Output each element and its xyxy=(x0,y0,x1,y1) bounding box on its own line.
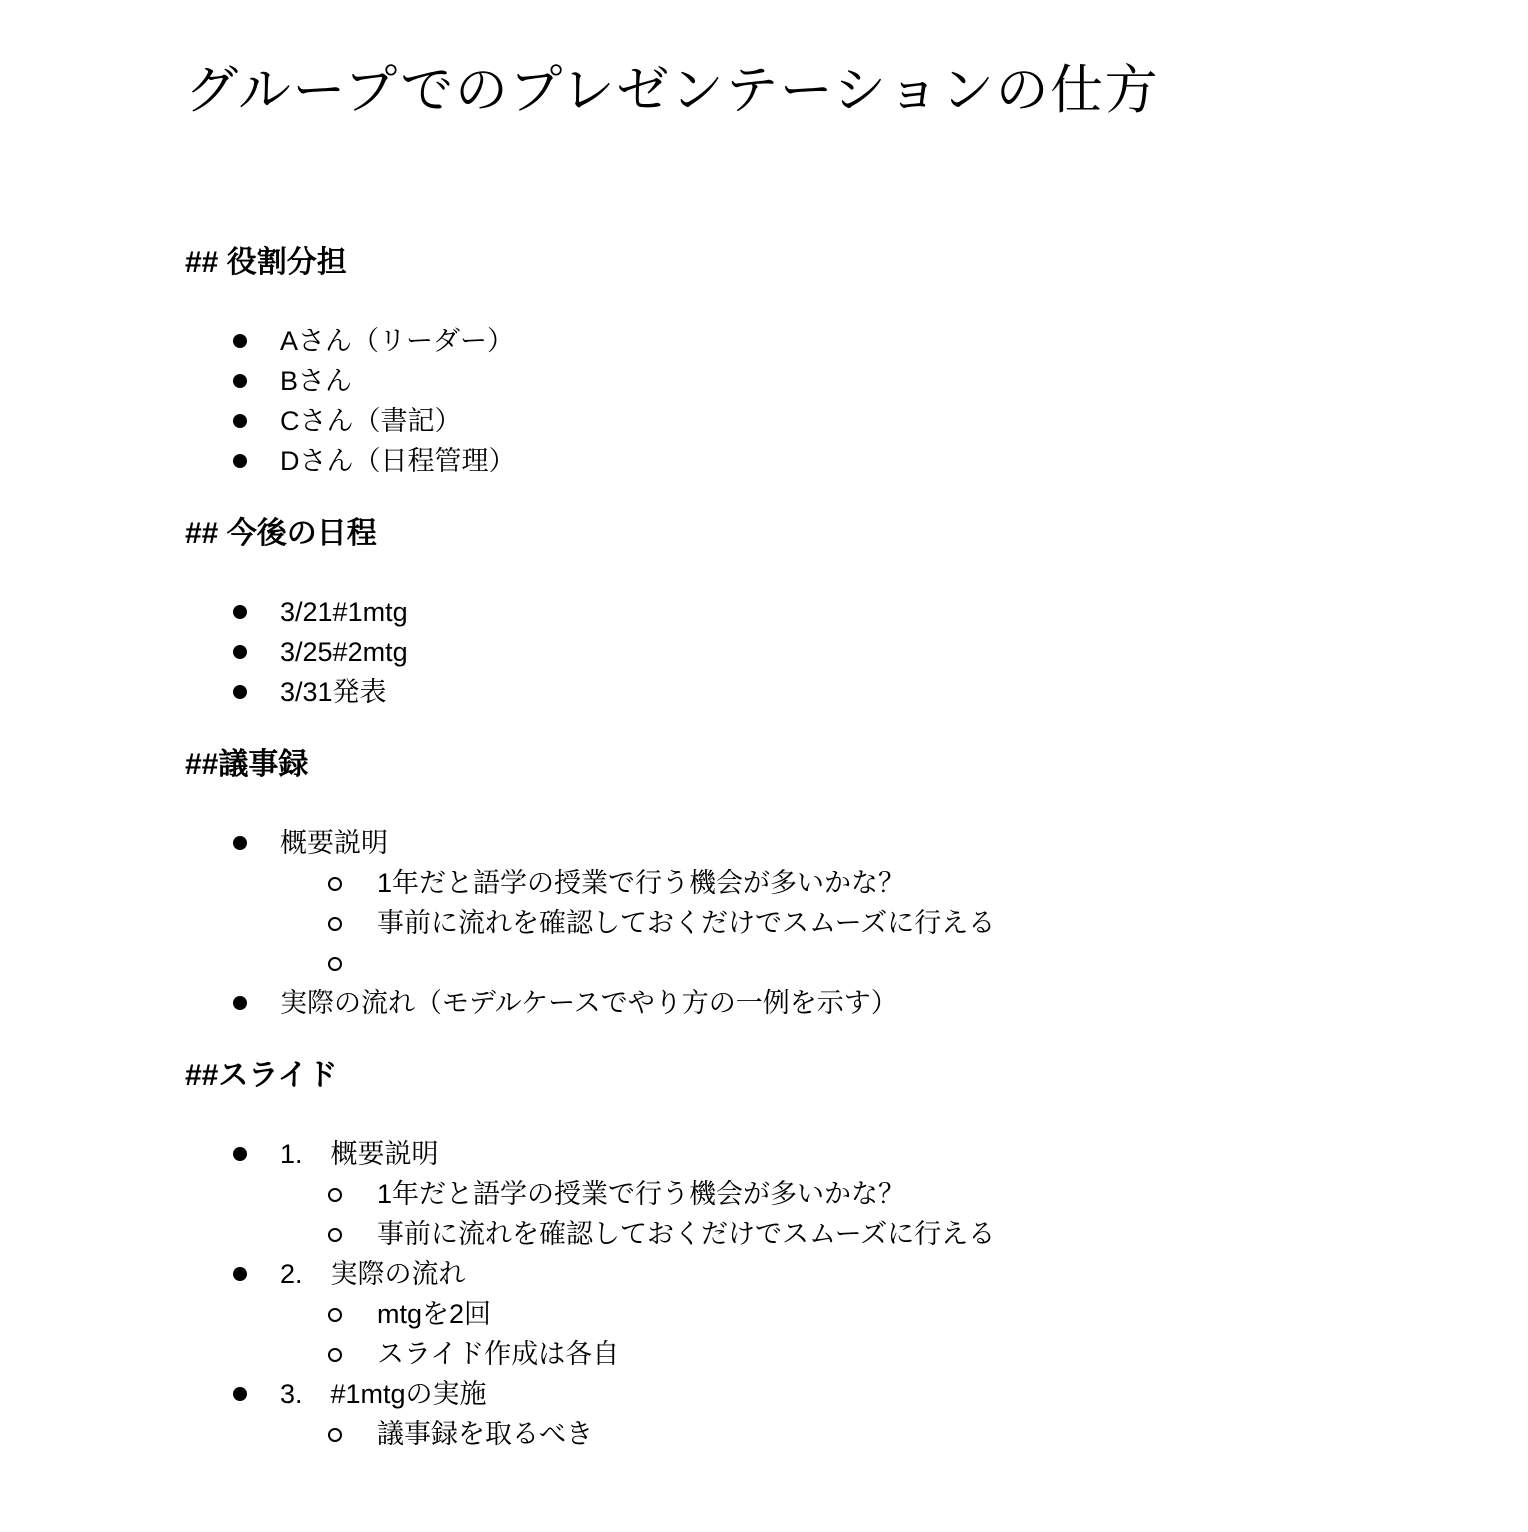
list-subitem xyxy=(185,1174,1468,1214)
list-subitem-empty xyxy=(185,943,1468,983)
circle-bullet-icon xyxy=(328,1228,342,1242)
list-subitem xyxy=(185,1214,1468,1254)
list-item xyxy=(185,1374,1468,1414)
disc-bullet-icon xyxy=(233,414,247,428)
disc-bullet-icon xyxy=(233,334,247,348)
disc-bullet-icon xyxy=(233,836,247,850)
list-item-text: 3/25#2mtg xyxy=(280,637,408,667)
list-item xyxy=(185,1254,1468,1294)
list-item-text: 3/21#1mtg xyxy=(280,597,408,627)
list-item xyxy=(185,321,1468,361)
list-item xyxy=(185,1134,1468,1174)
list-item-text: Bさん xyxy=(280,366,353,396)
list-item-text: 議事録を取るべき xyxy=(377,1419,593,1449)
list-item xyxy=(185,672,1468,712)
list-item-text: 実際の流れ（モデルケースでやり方の一例を示す） xyxy=(280,988,898,1018)
disc-bullet-icon xyxy=(233,454,247,468)
list-subitem xyxy=(185,1334,1468,1374)
disc-bullet-icon xyxy=(233,605,247,619)
minutes-list xyxy=(185,823,1468,1023)
section-heading-slides: ##スライド xyxy=(185,1059,338,1092)
disc-bullet-icon xyxy=(233,645,247,659)
disc-bullet-icon xyxy=(233,996,247,1010)
list-item-text: 1年だと語学の授業で行う機会が多いかな？ xyxy=(377,1179,906,1209)
circle-bullet-icon xyxy=(328,1308,342,1322)
list-item-text: Dさん（日程管理） xyxy=(280,446,516,476)
roles-list xyxy=(185,321,1468,481)
list-item-text: 概要説明 xyxy=(330,1139,439,1169)
list-item xyxy=(185,441,1468,481)
list-item xyxy=(185,983,1468,1023)
list-item-text: Cさん（書記） xyxy=(280,406,462,436)
list-item-text: 実際の流れ xyxy=(330,1259,466,1289)
list-item-text: スライド作成は各自 xyxy=(377,1339,620,1369)
disc-bullet-icon xyxy=(233,1387,247,1401)
section-heading-minutes: ##議事録 xyxy=(185,748,309,781)
circle-bullet-icon xyxy=(328,877,342,891)
section-heading-roles: ## 役割分担 xyxy=(185,246,347,279)
disc-bullet-icon xyxy=(233,685,247,699)
list-item xyxy=(185,361,1468,401)
list-item-text: 3/31発表 xyxy=(280,677,387,707)
disc-bullet-icon xyxy=(233,1147,247,1161)
item-number: 3. xyxy=(280,1379,303,1409)
disc-bullet-icon xyxy=(233,1267,247,1281)
section-heading-schedule: ## 今後の日程 xyxy=(185,517,377,550)
list-item xyxy=(185,823,1468,863)
item-number: 2. xyxy=(280,1259,303,1289)
list-item-text: 概要説明 xyxy=(280,828,388,858)
document-title: グループでのプレゼンテーションの仕方 xyxy=(185,61,1160,120)
slides-list xyxy=(185,1134,1468,1454)
list-subitem xyxy=(185,1414,1468,1454)
list-item-text: 1年だと語学の授業で行う機会が多いかな？ xyxy=(377,868,906,898)
list-item xyxy=(185,401,1468,441)
list-item-text: mtgを2回 xyxy=(377,1299,492,1329)
list-item-text: Aさん（リーダー） xyxy=(280,326,515,356)
list-subitem xyxy=(185,863,1468,903)
circle-bullet-icon xyxy=(328,1428,342,1442)
schedule-list xyxy=(185,592,1468,712)
circle-bullet-icon xyxy=(328,957,342,971)
circle-bullet-icon xyxy=(328,1348,342,1362)
list-item xyxy=(185,632,1468,672)
list-item-text: 事前に流れを確認しておくだけでスムーズに行える xyxy=(377,1219,996,1249)
disc-bullet-icon xyxy=(233,374,247,388)
list-item-text: 事前に流れを確認しておくだけでスムーズに行える xyxy=(377,908,996,938)
list-item-text: #1mtgの実施 xyxy=(330,1379,487,1409)
item-number: 1. xyxy=(280,1139,303,1169)
circle-bullet-icon xyxy=(328,917,342,931)
list-subitem xyxy=(185,903,1468,943)
list-subitem xyxy=(185,1294,1468,1334)
circle-bullet-icon xyxy=(328,1188,342,1202)
list-item xyxy=(185,592,1468,632)
